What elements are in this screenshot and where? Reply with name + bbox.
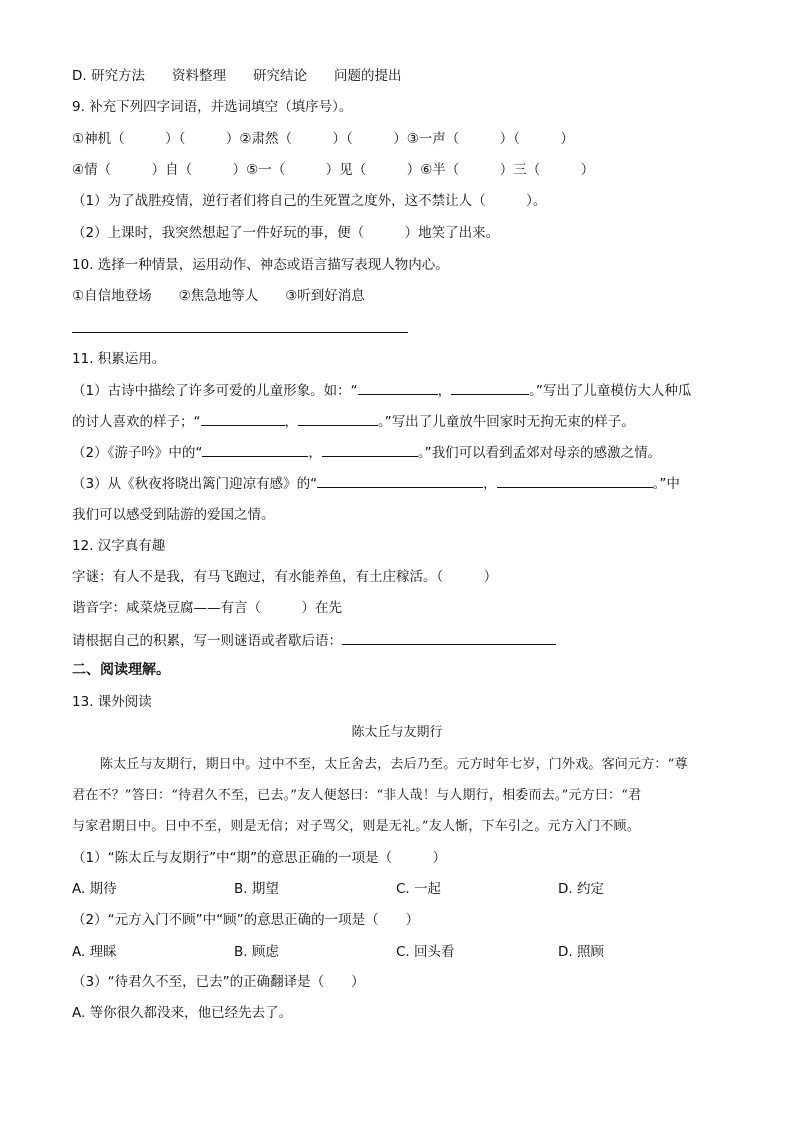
- q11-3-text-b: 。”中: [652, 476, 680, 492]
- q9-sub-2: （2）上课时，我突然想起了一件好玩的事，便（ ）地笑了出来。: [72, 225, 500, 241]
- q11-sub-2: [72, 443, 661, 462]
- q11-sub-1-cont: [72, 412, 635, 431]
- q12-homophone: 谐音字：咸菜烧豆腐——有言（ ）在先: [72, 600, 342, 616]
- q11-3-text-a: （3）从《秋夜将晓出篱门迎凉有感》的“: [72, 476, 318, 492]
- q13-1-option-b: B. 期望: [234, 881, 279, 897]
- passage-line-3: 与家君期日中。日中不至，则是无信；对子骂父，则是无礼。”友人惭，下车引之。元方入门不顾。: [72, 819, 640, 834]
- blank: [298, 412, 378, 426]
- q13-1-option-a: A. 期待: [72, 881, 117, 897]
- blank: [202, 443, 308, 457]
- q12-write-text: 请根据自己的积累，写一则谜语或者歇后语：: [72, 633, 342, 649]
- q11-2-text-a: （2）《游子吟》中的“: [72, 445, 203, 461]
- q13-1-option-d: D. 约定: [558, 881, 604, 897]
- blank: [322, 443, 418, 457]
- q11-1-text-b: 。”写出了儿童模仿大人种瓜: [529, 383, 692, 399]
- q12-riddle: 字谜：有人不是我，有马飞跑过，有水能养鱼，有土庄稼活。（ ）: [72, 569, 498, 585]
- q13-2-option-c: C. 回头看: [396, 944, 455, 960]
- q11-1-comma: ，: [437, 383, 452, 399]
- question-12-title: 12. 汉字真有趣: [72, 538, 166, 554]
- q12-write: [72, 631, 556, 650]
- question-11-title: 11. 积累运用。: [72, 351, 166, 367]
- passage-line-1: 陈太丘与友期行，期日中。过中不至，太丘舍去，去后乃至。元方时年七岁，门外戏。客问元方：“尊: [100, 757, 688, 772]
- q9-sub-1: （1）为了战胜疫情，逆行者们将自己的生死置之度外，这不禁让人（ ）。: [72, 193, 547, 209]
- blank: [317, 474, 483, 488]
- q9-idiom-row-1: ①神机（ ）（ ）②肃然（ ）（ ）③一声（ ）（ ）: [72, 131, 575, 147]
- q11-sub-1: [72, 381, 691, 400]
- q11-sub-3-cont: 我们可以感受到陆游的爱国之情。: [72, 507, 275, 523]
- q13-sub-1: （1）“陈太丘与友期行”中“期”的意思正确的一项是（ ）: [72, 850, 447, 866]
- option-d-q8: D. 研究方法 资料整理 研究结论 问题的提出: [72, 68, 402, 84]
- q11-3-comma: ，: [483, 476, 497, 492]
- blank: [201, 412, 285, 426]
- question-10-title: 10. 选择一种情景，运用动作、神态或语言描写表现人物内心。: [72, 257, 449, 273]
- q13-sub-3: （3）“待君久不至，已去”的正确翻译是（ ）: [72, 974, 365, 990]
- q13-3-option-a: A. 等你很久都没来，他已经先去了。: [72, 1005, 293, 1021]
- q13-2-option-a: A. 理睬: [72, 944, 117, 960]
- question-9-title: 9. 补充下列四字词语，并选词填空（填序号）。: [72, 99, 353, 115]
- q10-options: ①自信地登场 ②焦急地等人 ③听到好消息: [72, 288, 365, 304]
- q13-2-option-b: B. 顾虑: [234, 944, 279, 960]
- question-13-title: 13. 课外阅读: [72, 694, 152, 710]
- blank: [358, 381, 438, 395]
- q11-2-text-b: 。”我们可以看到孟郊对母亲的感激之情。: [417, 445, 662, 461]
- q11-sub-3: [72, 474, 680, 493]
- q13-sub-2: （2）“元方入门不顾”中“顾”的意思正确的一项是（ ）: [72, 912, 420, 928]
- passage-title: 陈太丘与友期行: [351, 725, 443, 740]
- q11-1-text-d: 。”写出了儿童放牛回家时无拘无束的样子。: [378, 414, 635, 430]
- q13-2-option-d: D. 照顾: [558, 944, 604, 960]
- blank: [451, 381, 529, 395]
- blank: [497, 474, 653, 488]
- q11-2-comma: ，: [308, 445, 322, 461]
- blank: [342, 631, 556, 645]
- passage-line-2: 君在不？”答曰：“待君久不至，已去。”友人便怒曰：“非人哉！与人期行，相委而去。”元方曰：“君: [72, 788, 642, 803]
- q11-1-text-c: 的讨人喜欢的样子；“: [72, 414, 201, 430]
- q13-1-option-c: C. 一起: [396, 881, 442, 897]
- q9-idiom-row-2: ④情（ ）自（ ）⑤一（ ）见（ ）⑥半（ ）三（ ）: [72, 162, 595, 178]
- q11-1-text-a: （1）古诗中描绘了许多可爱的儿童形象。如：“: [72, 383, 358, 399]
- section-2-heading: 二、阅读理解。: [72, 662, 170, 678]
- q10-answer-line: [72, 332, 408, 333]
- q11-1-comma-2: ，: [284, 414, 298, 430]
